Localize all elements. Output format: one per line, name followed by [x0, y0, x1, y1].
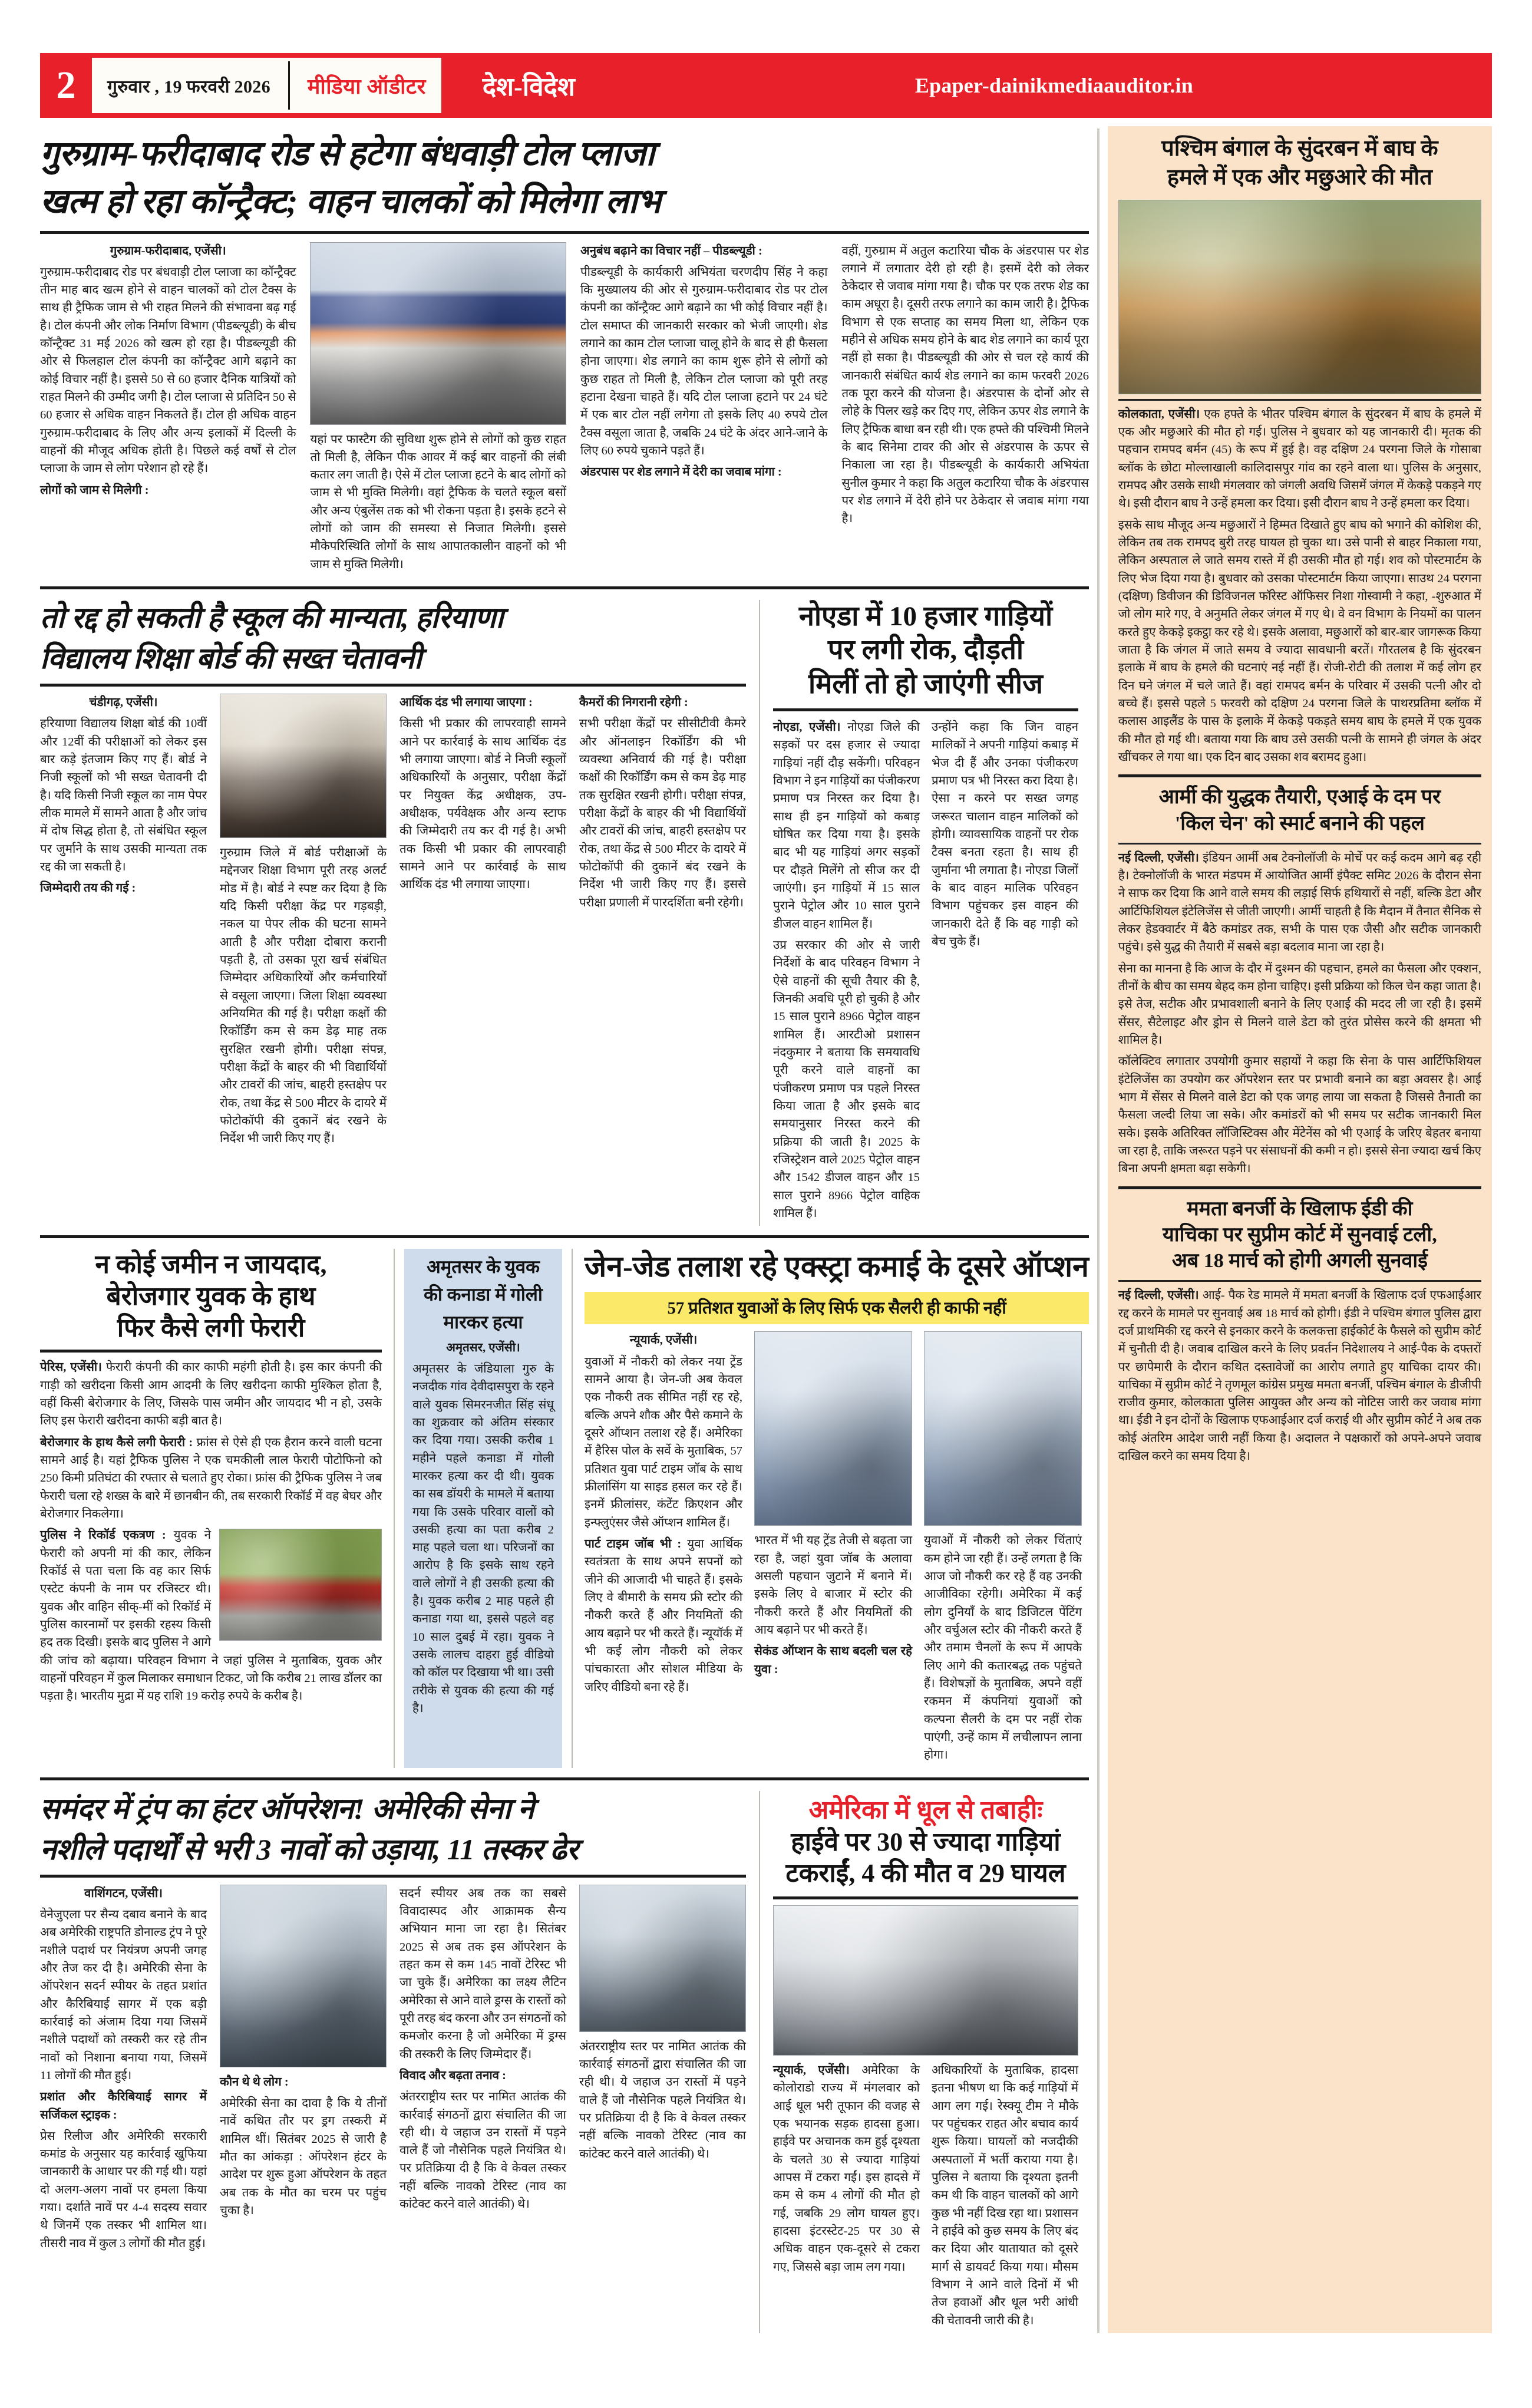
toll-sub2-title: अनुबंध बढ़ाने का विचार नहीं – पीडब्ल्यूडी :: [580, 244, 762, 258]
sidebar-zone: [1108, 126, 1492, 2333]
genz-col2-text: युवा आर्थिक स्वतंत्रता के साथ अपने सपनों को जीने की आजादी भी चाहते हैं। इसके लिए वे बीमारी के समय फ्री स्टोर की नौकरी करते हैं और नियमितों की आय बढ़ाने पर भी करते हैं। न्यूयॉर्क में भी कई लोग नौकरी को लेकर पांचकारता और सोशल मीडिया के जरिए वीडियो बना रहे हैं।: [585, 1537, 742, 1694]
genz-col1-text: युवाओं में नौकरी को लेकर नया ट्रेंड सामने आया है। जेन-जी अब केवल एक नौकरी तक सीमित नहीं रह रहे, बल्कि अपने शौक और पैसे कमाने के दूसरे ऑप्शन तलाश रहे हैं। अमेरिका में हैरिस पोल के सर्वे के मुताबिक, 57 प्रतिशत युवा पार्ट टाइम जॉब के साथ फ्रीलांसिंग या साइड हसल कर रहे हैं। इनमें फ्रीलांसर, कंटेंट क्रिएशन और इन्फ्लुएंसर जैसे ऑप्शन शामिल हैं।: [585, 1355, 742, 1529]
article-school-board: [40, 600, 759, 1226]
genz-dateline: न्यूयार्क, एजेंसी।: [629, 1334, 698, 1347]
mamata-headline-line1: ममता बनर्जी के खिलाफ ईडी की: [1187, 1198, 1413, 1220]
noida-headline-line2: पर लगी रोक, दौड़ती: [827, 635, 1024, 666]
school-col3-text: किसी भी प्रकार की लापरवाही सामने आने पर कार्रवाई के साथ आर्थिक दंड भी लगाया जाएगा। बोर्ड ने निजी स्कूलों अधिकारियों के अनुसार, परीक्षा केंद्रों पर नियुक्त केंद्र अधीक्षक, उप-अधीक्षक, पर्यवेक्षक और अन्य स्टाफ की जिम्मेदारी तय कर दी गई है। अभी तक किसी भी प्रकार की लापरवाही सामने आने पर कार्रवाई के साथ आर्थिक दंड भी लगाया जाएगा।: [399, 717, 566, 892]
noida-col-2: [932, 718, 1078, 1226]
noida-rule: [773, 708, 1078, 711]
school-col-1: [40, 694, 207, 1152]
mamata-dateline: नई दिल्ली, एजेंसी।: [1118, 1289, 1199, 1302]
navy-ship-photo: [220, 1885, 387, 2067]
army-body-3: कॉलेक्टिव लगातार उपयोगी कुमार सहायों ने कहा कि सेना के पास आर्टिफिशियल इंटेलिजेंस का उपयोग कर ऑपरेशन स्तर पर प्रभावी बनाने का बड़ा अवसर है। आई भाग में सेंसर से मिलने वाले डेटा को एक जगह लाया जा सकता है जिससे तैनाती का फैसला जल्दी लिया जा सके। और कमांडरों को भी समय पर सटीक जानकारी मिल सके। इसके अतिरिक्त लॉजिस्टिक्स और मेंटेनेंस को भी एआई के जरिए बेहतर बनाया जा रहा है, ताकि जरूरत पड़ने पर संसाधनों की कमी न हो। इससे सेना ज्यादा खर्च किए बिना अपनी क्षमता बढ़ा सकेगी।: [1118, 1055, 1481, 1176]
toll-sub3-title: अंडरपास पर शेड लगाने में देरी का जवाब मांगा :: [580, 466, 782, 479]
trump-col2-text: प्रेस रिलीज और अमेरिकी सरकारी कमांड के अनुसार यह कार्रवाई खुफिया जानकारी के आधार पर की गई थी। यहां दो अलग-अलग नावों पर हमला किया गया। दर्शाते नावें पर 4-4 सदस्य सवार थे जिनमें एक तस्कर भी शामिल था। तीसरी नाव में कुल 3 लोगों की मौत हुई।: [40, 2129, 207, 2250]
noida-col-1: [773, 718, 920, 1226]
sidebar-article-mamata: [1118, 1196, 1481, 1466]
amritsar-headline-line1: अमृतसर के युवक: [427, 1256, 540, 1278]
trump-dateline: वाशिंगटन, एजेंसी।: [84, 1886, 163, 1900]
article-noida-vehicles: [760, 600, 1078, 1226]
school-headline-line2: विद्यालय शिक्षा बोर्ड की सख्त चेतावनी: [40, 642, 422, 675]
section-rule-2: [40, 1235, 1089, 1238]
trump-col-1: [40, 1885, 207, 2257]
toll-col-2: [310, 242, 566, 578]
section-title: देश-विदेश: [482, 72, 575, 101]
school-sub3-title: कैमरों की निगरानी रहेगी :: [579, 696, 688, 710]
dust-col1-text: अमेरिका के कोलोराडो राज्य में मंगलवार को आई धूल भरी तूफान की वजह से एक भयानक सड़क हादसा हुआ। हाईवे पर अचानक कम हुई दृश्यता के चलते 30 से ज्यादा गाड़ियां आपस में टकरा गईं। इस हादसे में कम से कम 4 लोगों की मौत हो गई, जबकि 29 लोग घायल हुए। हादसा इंटरस्टेट-25 पर 30 से अधिक वाहन एक-दूसरे से टकरा गए, जिससे बड़ा जाम लग गया।: [773, 2063, 920, 2274]
genz-headline: जेन-जेड तलाश रहे एक्स्ट्रा कमाई के दूसरे ऑप्शन: [585, 1250, 1089, 1284]
school-dateline: चंडीगढ़, एजेंसी।: [89, 696, 158, 710]
toll-col3-text: पीडब्ल्यूडी के कार्यकारी अभियंता चरणदीप सिंह ने कहा कि मुख्यालय की ओर से गुरुग्राम-फरीदाबाद रोड पर टोल कंपनी का कॉन्ट्रैक्ट आगे बढ़ाने का भी कोई विचार नहीं है। टोल समाप्त की जानकारी सरकार को भेजी जाएगी। शेड लगाने का काम टोल प्लाजा चालू होने के बाद से ही फैसला होना जाएगा। शेड लगाने का काम शुरू होने से लोगों को कुछ राहत तो मिली है, लेकिन टोल प्लाजा को पूरी तरह हटाना देखना चाहते हैं। यदि टोल प्लाजा हटाने पर 24 घंटे में एक बार टोल नहीं लगेगा तो इसके लिए 40 रुपये टोल टैक्स वसूला जाता है, जबकि 24 घंटे के अंदर आने-जाने के लिए 60 रुपये चुकाने पड़ते हैं।: [580, 265, 828, 458]
ferrari-sub1-title: बेरोजगार के हाथ कैसे लगी फेरारी :: [40, 1436, 193, 1449]
row-school-noida: [40, 600, 1089, 1226]
toll-dateline: गुरुग्राम-फरीदाबाद, एजेंसी।: [110, 244, 226, 258]
mamata-headline-line3: अब 18 मार्च को होगी अगली सुनवाई: [1171, 1250, 1428, 1272]
tiger-dateline: कोलकाता, एजेंसी।: [1118, 407, 1200, 421]
tiger-headline-line2: हमले में एक और मछुआरे की मौत: [1167, 165, 1432, 190]
toll-sub1-title: लोगों को जाम से मिलेगी :: [40, 483, 149, 497]
army-body-2: सेना का मानना है कि आज के दौर में दुश्मन की पहचान, हमले का फैसला और एक्शन, तीनों के बीच का समय बेहद कम होना चाहिए। इसी प्रक्रिया को किल चेन कहा जाता है। इसे तेज, सटीक और प्रभावशाली बनाने के लिए एआई की मदद ली जा रही है। इसमें सेंसर, सैटेलाइट और ड्रोन से मिलने वाले डेटा को तुरंत प्रोसेस करने की क्षमता भी शामिल है।: [1118, 962, 1481, 1047]
army-dateline: नई दिल्ली, एजेंसी।: [1118, 851, 1199, 865]
trump-rule: [40, 1875, 746, 1878]
amritsar-headline-line3: मारकर हत्या: [443, 1311, 523, 1332]
ferrari-col3-text: युवक ने फेरारी को अपनी मां की कार, लेकिन रिकॉर्ड से पता चला कि वह कार सिर्फ एस्टेट कंपनी के नाम पर रजिस्टर थी। युवक और वाहिन सीक्-मीं को रिकॉर्ड में पुलिस कारनामों पर इसकी रहस्य किसी हद तक दिखी। इसके बाद पुलिस ने आगे की जांच को बढ़ाया। परिवहन विभाग ने जहां पुलिस ने मुताबिक, युवक और वाहनों परिवहन में कुल मिलाकर समाधान टिकट, जो कि करीब 21 लाख डॉलर का पड़ता है। भारतीय मुद्रा में यह राशि 19 करोड़ रुपये के करीब है।: [40, 1529, 382, 1703]
page-number: 2: [56, 64, 76, 107]
sidebar-article-army: [1118, 784, 1481, 1177]
sidebar-rule-1: [1118, 774, 1481, 777]
tiger-body-2: इसके साथ मौजूद अन्य मछुआरों ने हिम्मत दिखाते हुए बाघ को भगाने की कोशिश की, लेकिन तब तक रामपद बुरी तरह घायल हो चुका था। उसे पानी से बाहर निकाला गया, लेकिन अस्पताल ले जाते समय रास्ते में ही उसकी मौत हो गई। शव को पोस्टमार्टम के लिए भेज दिया गया है। बुधवार को उसका पोस्टमार्टम किया जाएगा। साउथ 24 परगना (दक्षिण) डिवीजन की डिविजनल फॉरेस्ट ऑफिसर निशा गोस्वामी ने कहा, -शुरुआत में जो लोग मारे गए, वे अनुमति लेकर जंगल में गए थे। वे वन विभाग के नियमों का पालन करते हुए केकड़े इकट्ठा कर रहे थे। इसके अलावा, मछुआरों को बार-बार जागरूक किया जाता है कि जंगल में जाते समय वे ज्यादा सावधानी बरतें। गौरतलब है कि सुंदरबन इलाके में बाघ के हमले की घटनाएं नई नहीं हैं। रोजी-रोटी की तलाश में कई लोग हर दिन घने जंगल में चले जाते हैं। वहां रामपद बर्मन के परिवार में उसकी पत्नी और दो बच्चे हैं। इससे पहले 5 फरवरी को दक्षिण 24 परगना जिले के पाथरप्रतिमा ब्लॉक में कलास आइलैंड के पास के इलाके में केकड़े पकड़ते समय बाघ के हमले में एक युवक की मौत हो गई थी। बताया गया कि बाघ उसे उसकी पत्नी के सामने ही जंगल के अंदर खींचकर ले गया था। एक दिन बाद उसका शव बरामद हुआ।: [1118, 518, 1481, 764]
amritsar-headline-line2: की कनाडा में गोली: [424, 1284, 543, 1305]
sidebar-rule-2: [1118, 1186, 1481, 1189]
toll-headline-line2: खत्म हो रहा कॉन्ट्रैक्ट; वाहन चालकों को मिलेगा लाभ: [40, 182, 661, 220]
army-headline-line2: 'किल चेन' को स्मार्ट बनाने की पहल: [1174, 812, 1425, 834]
ferrari-headline-line3: फिर कैसे लगी फेरारी: [117, 1313, 305, 1342]
article-ferrari: [40, 1249, 394, 1767]
epaper-url[interactable]: Epaper-dainikmediaauditor.in: [914, 74, 1193, 97]
genz-col-1: [585, 1331, 742, 1767]
trump-col-3: [399, 1885, 566, 2257]
genz-banner: 57 प्रतिशत युवाओं के लिए सिर्फ एक सैलरी ही काफी नहीं: [585, 1292, 1089, 1324]
article-dust-storm: [760, 1791, 1078, 2333]
mamata-rule: [1118, 1280, 1481, 1282]
highway-crash-photo: [773, 1905, 1078, 2056]
ferrari-headline-line1: न कोई जमीन न जायदाद,: [95, 1250, 327, 1279]
article-genz: [573, 1249, 1089, 1767]
navy-ship-photo-2: [579, 1885, 746, 2032]
masthead-divider: [288, 61, 290, 110]
trump-col4b-text: अंतरराष्ट्रीय स्तर पर नामित आतंक की कार्रवाई संगठनों द्वारा संचालित की जा रही थी। ये जहाज उन रास्तों में पड़ने वाले हैं जो नौसेनिक पहले नियंत्रित थे। पर प्रतिक्रिया दी है कि वे केवल तस्कर नहीं बल्कि नावको टेरिस्ट (नाव का कांटेक्ट करने वाले आतंकी) थे।: [579, 2040, 746, 2160]
ferrari-car-photo: [219, 1529, 382, 1641]
row-ferrari-amritsar-genz: [40, 1249, 1089, 1767]
main-content-zone: [40, 118, 1089, 2333]
noida-headline-line1: नोएडा में 10 हजार गाड़ियों: [798, 601, 1053, 632]
genz-col-2: [754, 1331, 912, 1767]
trump-sub1-title: प्रशांत और कैरिबियाई सागर में सर्जिकल स्ट्राइक :: [40, 2090, 207, 2122]
army-rule: [1118, 843, 1481, 845]
army-headline-line1: आर्मी की युद्धक तैयारी, एआई के दम पर: [1158, 786, 1441, 809]
genz-youth-photo-2: [924, 1331, 1082, 1526]
school-col-4: [579, 694, 746, 1152]
toll-headline-line1: गुरुग्राम-फरीदाबाद रोड से हटेगा बंधवाड़ी टोल प्लाजा: [40, 134, 655, 173]
noida-dateline: नोएडा, एजेंसी।: [773, 721, 841, 734]
genz-sub2-title: सेकंड ऑप्शन के साथ बदली चल रहे युवा :: [754, 1645, 912, 1676]
tiger-photo: [1118, 200, 1481, 394]
toll-col1-text: गुरुग्राम-फरीदाबाद रोड पर बंधवाड़ी टोल प्लाजा का कॉन्ट्रैक्ट तीन माह बाद खत्म होने से वाहन चालकों को टोल टैक्स के साथ ही ट्रैफिक जाम से भी राहत मिलने की संभावना बढ़ गई है। टोल कंपनी और लोक निर्माण विभाग (पीडब्ल्यूडी) के बीच कॉन्ट्रैक्ट 31 मई 2026 को खत्म हो रहा है। पीडब्ल्यूडी की ओर से फिलहाल टोल कंपनी का कॉन्ट्रैक्ट आगे बढ़ाने का कोई विचार नहीं है। इससे 50 से 60 हजार दैनिक यात्रियों को राहत मिलने की उम्मीद जगी है। टोल प्लाजा से प्रतिदिन 50 से 60 हजार से अधिक वाहन निकलते हैं। टोल ही अधिक वाहन गुरुग्राम-फरीदाबाद के लिए और अन्य इलाकों में दिल्ली के वाहनों की मौजूद अधिक होती है। पिछले कई वर्षों से टोल प्लाजा के जाम से लोग परेशान हो रहे हैं।: [40, 265, 296, 476]
school-col-2: [220, 694, 387, 1152]
page-body: [40, 118, 1492, 2333]
genz-youth-photo: [754, 1331, 912, 1526]
dust-col-2: [932, 2061, 1078, 2333]
toll-col2-text: यहां पर फास्टैग की सुविधा शुरू होने से लोगों को कुछ राहत तो मिली है, लेकिन पीक आवर में कई बार वाहनों की लंबी कतार लग जाती है। ऐसे में टोल प्लाजा हटने के बाद लोगों को जाम से भी मुक्ति मिलेगी। वहां ट्रैफिक के चलते स्कूल बसों और अन्य एंबुलेंस तक को भी रोकना पड़ता है। इसके हटने से लोगों को जाम की समस्या से निजात मिलेगी। इससे मौकेपरिस्थिति लोगों के साथ आपातकालीन वाहनों को भी जाम से मुक्ति मिलेगी।: [310, 433, 566, 571]
trump-col4-text: अंतरराष्ट्रीय स्तर पर नामित आतंक की कार्रवाई संगठनों द्वारा संचालित की जा रही थी। ये जहाज उन रास्तों में पड़ने वाले हैं जो नौसेनिक पहले नियंत्रित थे। पर प्रतिक्रिया दी है कि वे केवल तस्कर नहीं बल्कि नावको टेरिस्ट (नाव का कांटेक्ट करने वाले आतंकी) थे।: [399, 2090, 566, 2211]
tiger-headline-line1: पश्चिम बंगाल के सुंदरबन में बाघ के: [1161, 136, 1438, 161]
trump-sub2-title: विवाद और बढ़ता तनाव :: [399, 2069, 506, 2082]
school-sub2-title: आर्थिक दंड भी लगाया जाएगा :: [399, 696, 533, 710]
school-sub1-title: जिम्मेदारी तय की गई :: [40, 882, 136, 895]
toll-col-3: [580, 242, 828, 578]
classroom-photo: [220, 694, 387, 838]
dust-col2-text: अधिकारियों के मुताबिक, हादसा इतना भीषण था कि कई गाड़ियों में आग लग गई। रेस्क्यू टीम ने मौके पर पहुंचकर राहत और बचाव कार्य शुरू किया। घायलों को नजदीकी अस्पतालों में भर्ती कराया गया है। पुलिस ने बताया कि दृश्यता इतनी कम थी कि वाहन चालकों को आगे कुछ भी नहीं दिख रहा था। प्रशासन ने हाईवे को कुछ समय के लिए बंद कर दिया और यातायात को दूसरे मार्ग से डायवर्ट किया गया। मौसम विभाग ने आने वाले दिनों में भी तेज हवाओं और धूल भरी आंधी की चेतावनी जारी की है।: [932, 2063, 1078, 2327]
noida-col2-text: उप्र सरकार की ओर से जारी निर्देशों के बाद परिवहन विभाग ने ऐसे वाहनों की सूची तैयार की है, जिनकी अवधि पूरी हो चुकी है और 15 साल पुराने 8966 पेट्रोल वाहन शामिल हैं। आरटीओ प्रशासन नंदकुमार ने बताया कि समयावधि पूरी करने वाले वाहनों का पंजीकरण प्रमाण पत्र पहले निरस्त किया जाता है और इसके बाद समयानुसार निरस्त करने की प्रक्रिया की जाती है। 2025 के रजिस्ट्रेशन वाले 2025 पेट्रोल वाहन और 1542 डीजल वाहन और 15 साल पुराने 8966 पेट्रोल वाहिक शामिल हैं।: [773, 939, 920, 1220]
school-col1-text: हरियाणा विद्यालय शिक्षा बोर्ड की 10वीं और 12वीं की परीक्षाओं को लेकर इस बार कड़े इंतजाम किए गए हैं। बोर्ड ने निजी स्कूलों को भी सख्त चेतावनी दी है। यदि किसी निजी स्कूल का नाम पेपर लीक मामले में सामने आता है और जांच में दोष सिद्ध होता है, तो संबंधित स्कूल पर जुर्माने के साथ उसकी मान्यता तक रद्द की जा सकती है।: [40, 717, 207, 874]
article-amritsar: [395, 1249, 572, 1767]
genz-col3-text: भारत में भी यह ट्रेंड तेजी से बढ़ता जा रहा है, जहां युवा जॉब के अलावा असली पहचान जुटाने में बनाने में। इसके लिए वे बाजार में स्टोर की नौकरी करते हैं और नियमितों की आय बढ़ाने पर भी करते हैं।: [754, 1534, 912, 1637]
ferrari-dateline: पेरिस, एजेंसी।: [40, 1361, 102, 1374]
dust-headline-line2: टकराईं, 4 की मौत व 29 घायल: [785, 1859, 1066, 1888]
publication-date: गुरुवार , 19 फरवरी 2026: [107, 77, 270, 97]
trump-col1-text: वेनेजुएला पर सैन्य दबाव बनाने के बाद अब अमेरिकी राष्ट्रपति डोनाल्ड ट्रंप ने पूरे नशीले पदार्थ पर नियंत्रण अपनी जगह और तेज कर दी है। अमेरिकी सेना के ऑपरेशन सदर्न स्पीयर के तहत प्रशांत और कैरिबियाई सागर में एक बड़ी कार्रवाई को अंजाम दिया गया जिसमें नशीले पदार्थों को तस्करी कर रहे तीन नावों को निशाना बनाया गया, जिसमें 11 लोगों की मौत हुई।: [40, 1908, 207, 2082]
ferrari-col2-text: फ्रांस से ऐसे ही एक हैरान करने वाली घटना सामने आई है। यहां ट्रैफिक पुलिस ने एक चमकीली लाल फेरारी पोटोफिनो को 250 किमी प्रतिघंटा की रफ्तार से चलाते हुए रोका। फ्रांस की ट्रैफिक पुलिस ने जब फेरारी चला रहे शख्स के बारे में छानबीन की, तब सरकारी रिकॉर्ड में वह बेघर और बेरोजगार निकलेगा।: [40, 1436, 382, 1520]
trump-headline-line1: समंदर में ट्रंप का हंटर ऑपरेशन! अमेरिकी सेना ने: [40, 1792, 534, 1825]
dust-kicker: अमेरिका में धूल से तबाहीः: [808, 1795, 1043, 1825]
trump-col5-text: अमेरिकी सेना का दावा है कि ये तीनों नावें कथित तौर पर ड्रग तस्करी में शामिल थीं। सितंबर 2025 से जारी है मौत का आंकड़ा : ऑपरेशन हंटर के आदेश पर शुरू हुआ ऑपरेशन के तहत अब तक के मौत का चरम पर पहुंच चुका है।: [220, 2096, 387, 2217]
toll-rule: [40, 231, 1089, 234]
toll-col-1: [40, 242, 296, 578]
mamata-body: आई- पैक रेड मामले में ममता बनर्जी के खिलाफ दर्ज एफआईआर रद्द करने के मामले पर सुनवाई अब 18 मार्च को होगी। ईडी ने पश्चिम बंगाल पुलिस द्वारा दर्ज प्राथमिकी रद्द करने से इनकार करने के कलकत्ता हाईकोर्ट के फैसले को सुप्रीम कोर्ट में चुनौती दी है। जवाब दाखिल करने के लिए प्रवर्तन निदेशालय ने आई-पैक के दफ्तरों पर छापेमारी के दौरान कथित दस्तावेजों का आरोप लगाते हुए याचिका दायर की। याचिका में सुप्रीम कोर्ट ने तृणमूल कांग्रेस प्रमुख ममता बनर्जी, पश्चिम बंगाल के डीजीपी राजीव कुमार, कोलकाता पुलिस आयुक्त और अन्य को नोटिस जारी कर जवाब मांगा था। ईडी ने इन दोनों के खिलाफ एफआईआर दर्ज कराई थी और सुप्रीम कोर्ट ने अब तक कोई अंतरिम आदेश जारी नहीं किया है। अदालत ने पक्षकारों को अपने-अपने जवाब दाखिल करने का समय दिया है।: [1118, 1289, 1481, 1463]
tiger-body-1: एक हफ्ते के भीतर पश्चिम बंगाल के सुंदरबन में बाघ के हमले में एक और मछुआरे की मौत हो गई। पुलिस ने बुधवार को यह जानकारी दी। मृतक की पहचान रामपद बर्मन (45) के रूप में हुई है। वह दक्षिण 24 परगना जिले के गोसाबा ब्लॉक के छोटा मोल्लाखाली कालिदासपुर गांव का रहने वाला था। पुलिस के अनुसार, रामपद और उसके साथी मंगलवार को जंगली अवधि जिसमें जंगल में केकड़े पकड़ने गए थे। इसी दौरान बाघ ने उन्हें हमला कर दिया। इसी दौरान बाघ ने उन्हें हमला कर दिया।: [1118, 407, 1481, 510]
ferrari-sub2-title: पुलिस ने रिकॉर्ड एकत्रण :: [40, 1529, 166, 1542]
publication-brand: मीडिया ऑडीटर: [307, 74, 426, 98]
ferrari-rule: [40, 1350, 382, 1353]
toll-col4-text: वहीं, गुरुग्राम में अतुल कटारिया चौक के अंडरपास पर शेड लगाने में लगातार देरी हो रही है। इसमें देरी को लेकर ठेकेदार से जवाब मांगा गया है। चौक पर एक तरफ शेड का काम अधूरा है। दूसरी तरफ लगाने का काम जारी है। ट्रैफिक विभाग से एक सप्ताह का समय मिला था, लेकिन एक महीने से अधिक समय होने के बाद शेड लगाने का कार्य पूरा नहीं हो सका है। पीडब्ल्यूडी की ओर से चल रहे कार्य की जानकारी संबंधित कार्य शेड लगाने का काम फरवरी 2026 तक पूरा करने की योजना है। अंडरपास के दोनों ओर से लोहे के पिलर खड़े कर दिए गए, लेकिन ऊपर शेड लगाने के लिए ट्रैफिक बाधा बन रही थी। एक हफ्ते की पश्चिमी मिलने के बाद सिनेमा टावर की ओर से अंडरपास के ऊपर से निकाला जा रहा है। पीडब्ल्यूडी के कार्यकारी अभियंता सुनील कुमार ने कहा कि अतुल कटारिया चौक के अंडरपास पर शेड लगाने में देरी होने पर ठेकेदार से जवाब मांगा गया है।: [841, 244, 1089, 526]
toll-col-4: [841, 242, 1089, 578]
sidebar-article-tiger: [1118, 134, 1481, 766]
row-trump-dust: [40, 1791, 1089, 2333]
section-rule-1: [40, 586, 1089, 589]
school-col4-text: सभी परीक्षा केंद्रों पर सीसीटीवी कैमरे और ऑनलाइन रिकॉर्डिंग की भी व्यवस्था अनिवार्य की गई है। परीक्षा कक्षों की रिकॉर्डिंग कम से कम डेढ़ माह तक सुरक्षित रखनी होगी। परीक्षा संपन्न, परीक्षा केंद्रों के बाहर की भी विद्यार्थियों और टावरों की जांच, बाहरी हस्तक्षेप पर रोक, तथा केंद्र से 500 मीटर के दायरे में फोटोकॉपी की दुकानें बंद रखने के निर्देश भी जारी किए गए हैं। इससे परीक्षा प्रणाली में पारदर्शिता बनी रहेगी।: [579, 717, 746, 909]
genz-col-3: [924, 1331, 1082, 1767]
trump-col-4: [579, 1885, 746, 2257]
trump-sub3-title: कौन थे थे लोग :: [220, 2075, 289, 2089]
noida-col3-text: उन्होंने कहा कि जिन वाहन मालिकों ने अपनी गाड़ियां कबाड़ में भेज दी हैं और उनका पंजीकरण प्रमाण पत्र भी निरस्त करा दिया है। ऐसा न करने पर सख्त जगह जरूरत चालान वाहन मालिकों को होगी। व्यावसायिक वाहनों पर रोक टैक्स बनता रहता है। साथ ही जुर्माना भी लगाता है। नोएडा जिलों के बाद वाहन मालिक परिवहन विभाग पहुंचकर इस वाहन की जानकारी देते हैं कि वह गाड़ी को बेच चुके हैं।: [932, 721, 1078, 949]
dust-dateline: न्यूयार्क, एजेंसी।: [773, 2063, 850, 2077]
masthead: [40, 53, 1492, 118]
ferrari-headline-line2: बेरोजगार युवक के हाथ: [106, 1281, 316, 1311]
school-col2-text: गुरुग्राम जिले में बोर्ड परीक्षाओं के मद्देनजर शिक्षा विभाग पूरी तरह अलर्ट मोड में है। बोर्ड ने स्पष्ट कर दिया है कि यदि किसी परीक्षा केंद्र पर गड़बड़ी, नकल या पेपर लीक की घटना सामने आती है और परीक्षा दोबारा करानी पड़ती है, तो उसका पूरा खर्च संबंधित जिम्मेदार अधिकारियों और कर्मचारियों से वसूला जाएगा। जिला शिक्षा व्यवस्था अनियमित की गई है। परीक्षा कक्षों की रिकॉर्डिंग कम से कम डेढ़ माह तक सुरक्षित रखनी होगी। परीक्षा संपन्न, परीक्षा केंद्रों के बाहर की भी विद्यार्थियों और टावरों की जांच, बाहरी हस्तक्षेप पर रोक, तथा केंद्र से 500 मीटर के दायरे में फोटोकॉपी की दुकानें बंद रखने के निर्देश भी जारी किए गए हैं।: [220, 846, 387, 1146]
noida-headline-line3: मिलीं तो हो जाएंगी सीज: [808, 668, 1043, 700]
toll-plaza-photo: [310, 242, 566, 425]
article-toll-plaza: [40, 133, 1089, 577]
trump-headline-line2: नशीले पदार्थों से भरी 3 नावों को उड़ाया, 11 तस्कर ढेर: [40, 1832, 579, 1866]
article-trump-operation: [40, 1791, 759, 2333]
section-rule-3: [40, 1777, 1089, 1780]
main-sidebar-divider: [1097, 128, 1100, 2333]
trump-col3-text: सदर्न स्पीयर अब तक का सबसे विवादास्पद और आक्रामक सैन्य अभियान माना जा रहा है। सितंबर 2025 से अब तक इस ऑपरेशन के तहत कम से कम 145 नावों टेरिस्ट भी जा चुके हैं। अमेरिका का लक्ष्य लैटिन अमेरिका से आने वाले ड्रग्स के रास्तों को पूरी तरह बंद करना और उन संगठनों को कमजोर करना है जो अमेरिका में ड्रग्स की तस्करी के लिए जिम्मेदार हैं।: [399, 1886, 566, 2061]
masthead-whitebox: [92, 58, 441, 113]
amritsar-dateline: अमृतसर, एजेंसी।: [446, 1341, 520, 1354]
school-rule: [40, 684, 746, 687]
dust-rule: [773, 1896, 1078, 1899]
trump-col-2: [220, 1885, 387, 2257]
dust-col-1: [773, 2061, 920, 2333]
mamata-headline-line2: याचिका पर सुप्रीम कोर्ट में सुनवाई टली,: [1163, 1223, 1437, 1246]
amritsar-body: अमृतसर के जंडियाला गुरु के नजदीक गांव देवीदासपुरा के रहने वाले युवक सिमरनजीत सिंह संधू का शुक्रवार को अंतिम संस्कार कर दिया गया। उसकी करीब 1 महीने पहले कनाडा में गोली मारकर हत्या कर दी थी। युवक का सब डॉयरी के मामले में बताया गया कि उसके परिवार वालों को उसकी हत्या का पता करीब 2 माह पहले चला था। परिजनों का आरोप है कि इसके साथ रहने वाले लोगों ने ही उसकी हत्या की है। युवक करीब 2 माह पहले ही कनाडा गया था, इससे पहले वह 10 साल दुबई में रहा। युवक ने उसके लालच दाहरा हुई वीडियो को कॉल पर दिखाया भी था। उसी तरीके से युवक की हत्या की गई है।: [412, 1362, 554, 1716]
noida-col1-text: नोएडा जिले की सड़कों पर दस हजार से ज्यादा गाड़ियां नहीं दौड़ सकेंगी। परिवहन विभाग ने इन गाड़ियों का पंजीकरण प्रमाण पत्र निरस्त कर दिया है। साथ ही इन गाड़ियों को कबाड़ घोषित कर दिया गया है। इसके बाद भी यह गाड़ियां अगर सड़कों पर दौड़ते मिलेंगे तो सीज कर दी जाएंगी। इन गाड़ियों में 15 साल पुराने पेट्रोल और 10 साल पुराने डीजल वाहन शामिल हैं।: [773, 721, 920, 931]
school-headline-line1: तो रद्द हो सकती है स्कूल की मान्यता, हरियाणा: [40, 601, 503, 635]
army-body: इंडियन आर्मी अब टेक्नोलॉजी के मोर्चे पर कई कदम आगे बढ़ रही है। टेक्नोलॉजी के भारत मंडपम में आयोजित आर्मी इंपैक्ट समिट 2026 के दौरान सेना ने साफ कर दिया कि आने वाले समय की लड़ाई सिर्फ हथियारों से नहीं, बल्कि डेटा और आर्टिफिशियल इंटेलिजेंस से जीती जाएगी। आर्मी चाहती है कि मैदान में तैनात सैनिक से लेकर हेडक्वार्टर में बैठे कमांडर तक, सभी के पास एक जैसी और सटीक जानकारी पहुंचे। इसे युद्ध की तैयारी में सबसे बड़ा बदलाव माना जा रहा है।: [1118, 851, 1482, 954]
genz-col4-text: युवाओं में नौकरी को लेकर चिंताएं कम होने जा रही हैं। उन्हें लगता है कि आज जो नौकरी कर रहे हैं वह उनकी आजीविका रहेगी। अमेरिका में कई लोग दुनियाँ के बाद डिजिटल पेंटिंग और वर्चुअल स्टोर की नौकरी करते हैं और तमाम चैनलों के रूप में आपके लिए आगे की कतारबद्ध तक पहुंचते हैं। विशेषज्ञों के मुताबिक, अपने वहीं रकमन में कंपनियां युवाओं को कल्पना सैलरी के दम पर नहीं रोक पाएंगी, उन्हें काम में लचीलापन लाना होगा।: [924, 1534, 1082, 1762]
tiger-rule: [1118, 399, 1481, 401]
genz-sub1-title: पार्ट टाइम जॉब भी :: [585, 1537, 682, 1551]
school-col-3: [399, 694, 566, 1152]
dust-headline-line1: हाईवे पर 30 से ज्यादा गाड़ियां: [791, 1827, 1061, 1856]
amritsar-bluebox: [404, 1249, 562, 1767]
ferrari-col1-text: फेरारी कंपनी की कार काफी महंगी होती है। इस कार कंपनी की गाड़ी को खरीदना किसी आम आदमी के लिए खरीदना काफी मुश्किल होता है, वहीं किसी बेरोजगार के लिए, जिसके पास जमीन और जायदाद भी न हो, उसके लिए इस फेरारी खरीदना काफी बड़ी बात है।: [40, 1361, 382, 1428]
